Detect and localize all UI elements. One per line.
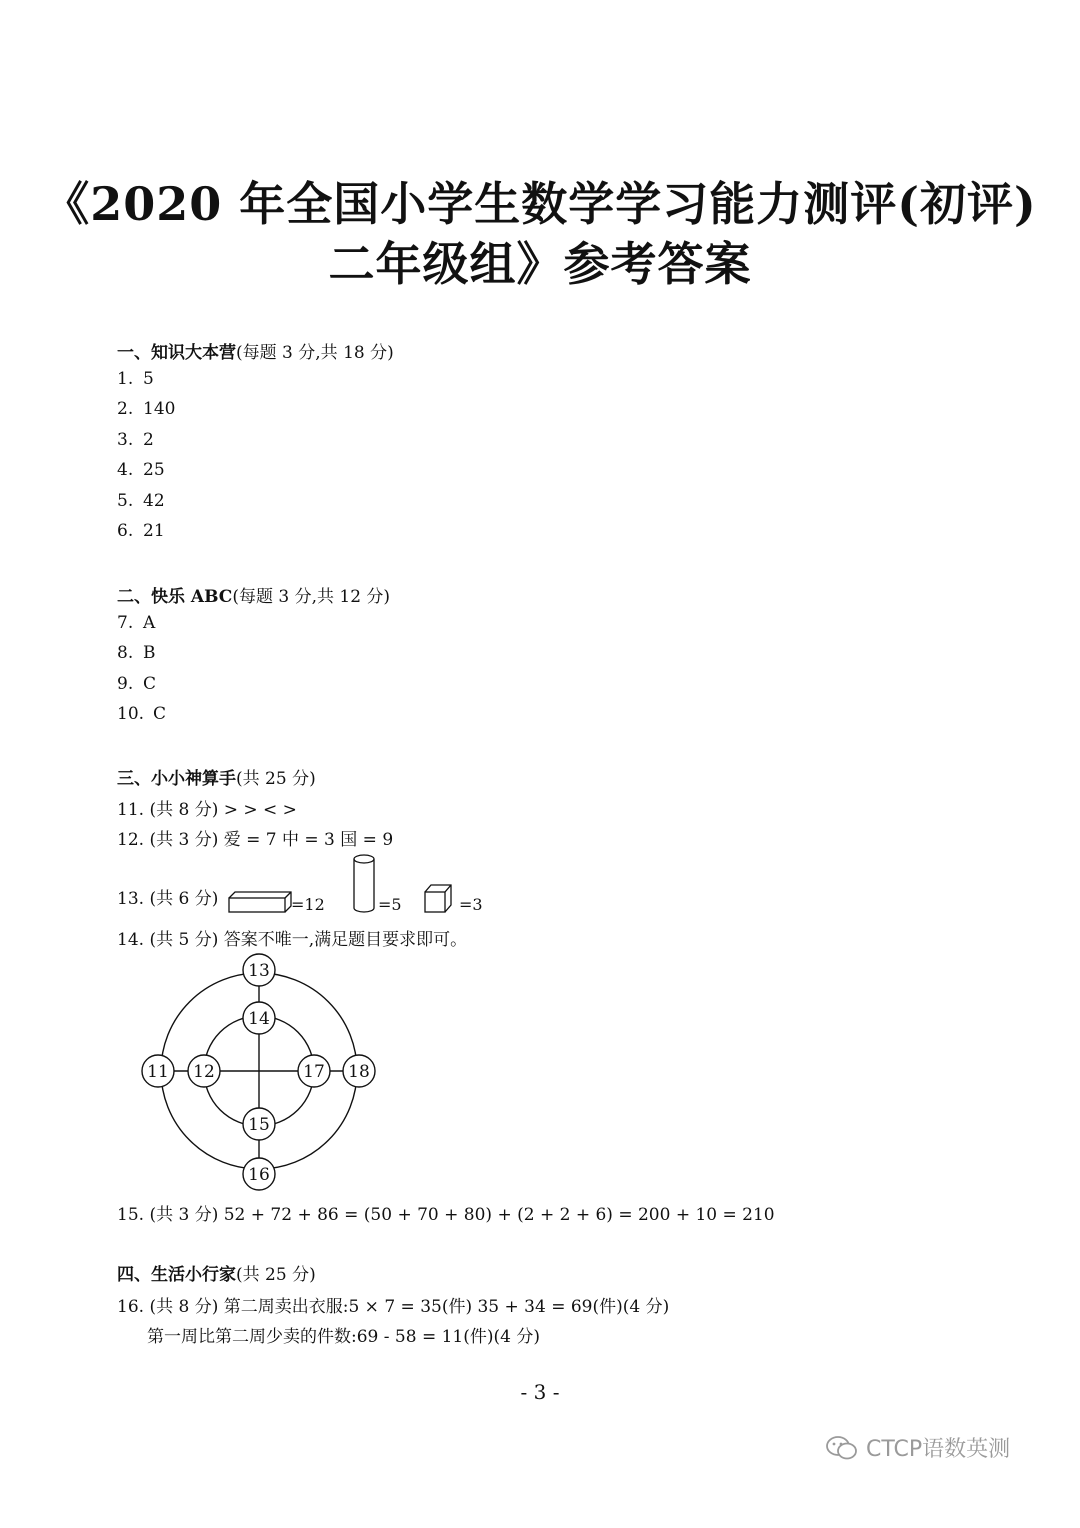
answer-value: B (143, 643, 156, 663)
answer-value: 42 (143, 491, 165, 511)
section4-title: 四、生活小行家 (117, 1265, 236, 1285)
answer-value: 140 (143, 399, 176, 419)
question-number: 6. (117, 521, 134, 541)
answer-row (117, 613, 155, 633)
answer-value: 25 (143, 460, 165, 480)
question-number: 9. (117, 674, 134, 694)
page-number: - 3 - (520, 1380, 560, 1404)
section3-title: 三、小小神算手 (117, 769, 236, 789)
question-number: 2. (117, 399, 134, 419)
node-label: 13 (248, 961, 270, 981)
section2-heading (117, 582, 390, 607)
answer-row (117, 399, 175, 419)
document-title-line2: 二年级组》参考答案 (328, 237, 752, 291)
answer-value: C (153, 704, 167, 724)
node-label: 15 (248, 1115, 270, 1135)
section2-note: (每题 3 分,共 12 分) (232, 587, 391, 607)
question-number: 10. (117, 704, 145, 724)
q13-solids (225, 852, 495, 914)
answer-value: 21 (143, 521, 165, 541)
section4-heading (117, 1260, 316, 1285)
cuboid-value: =12 (291, 895, 325, 914)
answer-row (117, 369, 154, 389)
question-13-label: 13. (共 6 分) (117, 889, 219, 909)
answer-value: C (143, 674, 157, 694)
node-label: 14 (248, 1009, 270, 1029)
question-number: 5. (117, 491, 134, 511)
answer-row (117, 521, 165, 541)
section2-title: 二、快乐 ABC (117, 587, 233, 607)
section1-note: (每题 3 分,共 18 分) (236, 343, 394, 363)
question-15: 15. (共 3 分) 52 + 72 + 86 = (50 + 70 + 80) + (2 + 2 + 6) = 200 + 10 = 210 (117, 1205, 775, 1225)
question-12: 12. (共 3 分) 爱 = 7 中 = 3 国 = 9 (117, 830, 394, 850)
question-number: 7. (117, 613, 134, 633)
question-16-line1: 16. (共 8 分) 第二周卖出衣服:5 × 7 = 35(件) 35 + 34 = 69(件)(4 分) (117, 1297, 670, 1317)
question-number: 8. (117, 643, 134, 663)
question-number: 3. (117, 430, 134, 450)
cylinder-value: =5 (378, 895, 402, 914)
answer-value: 2 (143, 430, 154, 450)
section1-title: 一、知识大本营 (117, 343, 236, 363)
answer-row (117, 460, 165, 480)
cuboid-icon (229, 892, 291, 912)
answer-value: A (143, 613, 156, 633)
question-16-line2: 第一周比第二周少卖的件数:69 - 58 = 11(件)(4 分) (147, 1327, 540, 1347)
node-label: 16 (248, 1165, 270, 1185)
node-label: 11 (147, 1062, 169, 1082)
answer-row (117, 704, 166, 724)
question-number: 1. (117, 369, 134, 389)
watermark (826, 1432, 1010, 1463)
question-number: 4. (117, 460, 134, 480)
answer-row (117, 491, 165, 511)
document-title-line1: 《2020 年全国小学生数学学习能力测评(初评) (43, 177, 1037, 231)
cube-icon (425, 885, 451, 912)
section1-heading (117, 338, 394, 363)
question-14: 14. (共 5 分) 答案不唯一,满足题目要求即可。 (117, 930, 468, 950)
node-label: 18 (348, 1062, 370, 1082)
cylinder-icon (354, 855, 374, 912)
cube-value: =3 (459, 895, 483, 914)
question-11: 11. (共 8 分) > > < > (117, 800, 297, 820)
node-label: 17 (303, 1062, 325, 1082)
section4-note: (共 25 分) (236, 1265, 316, 1285)
answer-row (117, 643, 156, 663)
watermark-text: CTCP语数英测 (866, 1437, 1011, 1462)
answer-row (117, 430, 154, 450)
answer-value: 5 (143, 369, 154, 389)
section3-note: (共 25 分) (236, 769, 316, 789)
wechat-icon (826, 1435, 858, 1461)
section3-heading (117, 764, 316, 789)
answer-row (117, 674, 156, 694)
q14-circle-diagram (130, 950, 390, 1192)
node-label: 12 (193, 1062, 215, 1082)
